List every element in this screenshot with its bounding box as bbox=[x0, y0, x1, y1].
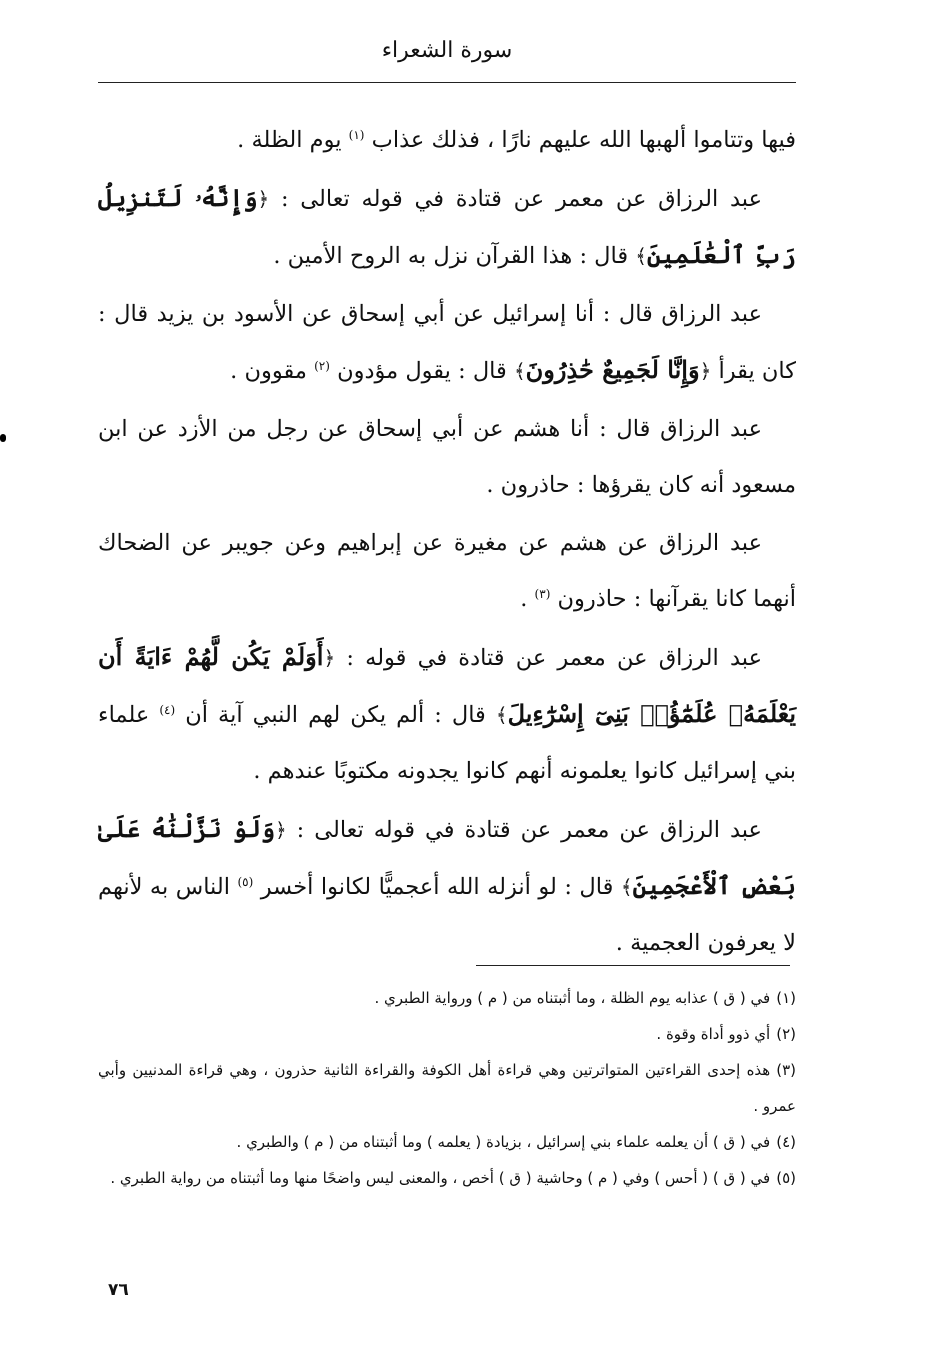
footnote-number: (٣) bbox=[776, 1061, 796, 1079]
paragraph-text: . bbox=[520, 586, 528, 612]
quran-verse: وَلَوْ نَزَّلْنَٰهُ عَلَىٰ بَعْضِ ٱلْأَعْجَمِينَ bbox=[98, 814, 796, 900]
paragraph-text: عبد الرزاق عن معمر عن قتادة في قوله تعالى : bbox=[296, 817, 762, 843]
footnotes bbox=[98, 980, 796, 1196]
footnote-3 bbox=[98, 1052, 796, 1124]
quran-verse: أَوَلَمْ يَكُن لَّهُمْ ءَايَةً أَن يَعْلَمَهُۥ عُلَمَٰٓؤُا۟ بَنِىٓ إِسْرَٰٓءِيلَ bbox=[98, 642, 797, 728]
paragraph-text: عبد الرزاق قال : أنا هشم عن أبي إسحاق عن رجل من الأزد عن ابن مسعود أنه كان يقرؤها : حاذرون . bbox=[98, 416, 796, 498]
footnote-number: (٥) bbox=[776, 1169, 796, 1187]
paragraph-1 bbox=[98, 112, 796, 168]
paragraph-text: عبد الرزاق عن هشم عن مغيرة عن إبراهيم وعن جويبر عن الضحاك أنهما كانا يقرآنها : حاذرون bbox=[98, 530, 796, 612]
paragraph-text: فيها وتتاموا ألهبها الله عليهم نارًا ، فذلك عذاب bbox=[371, 127, 796, 153]
paragraph-4 bbox=[98, 401, 796, 513]
paragraph-3 bbox=[98, 286, 796, 399]
footnote-number: (٤) bbox=[776, 1133, 796, 1151]
quran-verse: وَإِنَّا لَجَمِيعٌ حَٰذِرُونَ bbox=[525, 355, 700, 384]
footnote-number: (١) bbox=[776, 989, 796, 1007]
footnote-1 bbox=[98, 980, 796, 1016]
footnote-ref[interactable]: (٣) bbox=[534, 587, 551, 601]
quran-open-bracket: ﴿ bbox=[257, 187, 270, 211]
footnote-text: في ( ق ) ( أحس ) وفي ( م ) وحاشية ( ق ) أخص ، والمعنى ليس واضحًا منها وما أثبتناه من رواية الطبري . bbox=[110, 1169, 771, 1187]
page-title: سورة الشعراء bbox=[381, 38, 513, 63]
paragraph-text: عبد الرزاق قال : أنا إسرائيل عن أبي إسحاق عن الأسود بن يزيد قال : كان يقرأ bbox=[98, 301, 796, 384]
paragraph-text: قال : ألم يكن لهم النبي آية أن bbox=[185, 702, 486, 728]
footnote-ref[interactable]: (٢) bbox=[314, 359, 330, 373]
book-page bbox=[98, 0, 796, 1347]
footnote-2 bbox=[98, 1016, 796, 1052]
footnote-text: هذه إحدى القراءتين المتواترتين وهي قراءة أهل الكوفة والقراءة الثانية حذرون ، وهي قراءة المدنيين وأبي عمرو . bbox=[98, 1061, 796, 1115]
quran-verse: وَإِنَّهُۥ لَتَنزِيلُ رَبِّ ٱلْعَٰلَمِينَ bbox=[98, 183, 796, 269]
footnote-ref[interactable]: (٥) bbox=[237, 875, 254, 889]
quran-close-bracket: ﴾ bbox=[620, 875, 633, 899]
quran-open-bracket: ﴿ bbox=[323, 646, 336, 670]
header-divider bbox=[98, 82, 796, 83]
paragraph-text: مقوون . bbox=[230, 358, 307, 384]
paragraph-2 bbox=[98, 170, 796, 284]
paragraph-text: قال : لو أنزله الله أعجميًّا لكانوا أخسر bbox=[260, 874, 614, 900]
quran-close-bracket: ﴾ bbox=[495, 703, 508, 727]
footnote-text: في ( ق ) أن يعلمه علماء بني إسرائيل ، بزيادة ( يعلمه ) وما أثبتناه من ( م ) والطبري . bbox=[236, 1133, 771, 1151]
paragraph-text: عبد الرزاق عن معمر عن قتادة في قوله تعالى : bbox=[280, 186, 762, 212]
paragraph-text: الناس به لأنهم لا يعرفون العجمية . bbox=[98, 874, 796, 956]
footnote-5 bbox=[98, 1160, 796, 1196]
paragraph-text: علماء بني إسرائيل كانوا يعلمونه أنهم كانوا يجدونه مكتوبًا عندهم . bbox=[98, 702, 796, 784]
quran-open-bracket: ﴿ bbox=[699, 359, 712, 383]
paragraph-5 bbox=[98, 515, 796, 627]
footnote-text: في ( ق ) عذابه يوم الظلة ، وما أثبتناه من ( م ) ورواية الطبري . bbox=[374, 989, 771, 1007]
paragraph-text: عبد الرزاق عن معمر عن قتادة في قوله : bbox=[346, 645, 762, 671]
footnote-4 bbox=[98, 1124, 796, 1160]
paragraph-text: قال : هذا القرآن نزل به الروح الأمين . bbox=[273, 243, 629, 269]
footnote-ref[interactable]: (٤) bbox=[159, 703, 176, 717]
main-text bbox=[98, 112, 796, 973]
quran-open-bracket: ﴿ bbox=[275, 818, 287, 842]
paragraph-text: يوم الظلة . bbox=[237, 127, 342, 153]
quran-close-bracket: ﴾ bbox=[635, 244, 648, 268]
footnote-text: أي ذوو أداة وقوة . bbox=[656, 1025, 771, 1043]
paragraph-7 bbox=[98, 801, 796, 971]
footnote-ref[interactable]: (١) bbox=[348, 128, 365, 142]
margin-mark bbox=[0, 434, 6, 442]
paragraph-6 bbox=[98, 629, 796, 799]
footnote-divider bbox=[476, 965, 790, 966]
paragraph-text: قال : يقول مؤدون bbox=[337, 358, 507, 384]
page-number: ٧٦ bbox=[108, 1280, 129, 1300]
footnote-number: (٢) bbox=[776, 1025, 796, 1043]
quran-close-bracket: ﴾ bbox=[513, 359, 526, 383]
